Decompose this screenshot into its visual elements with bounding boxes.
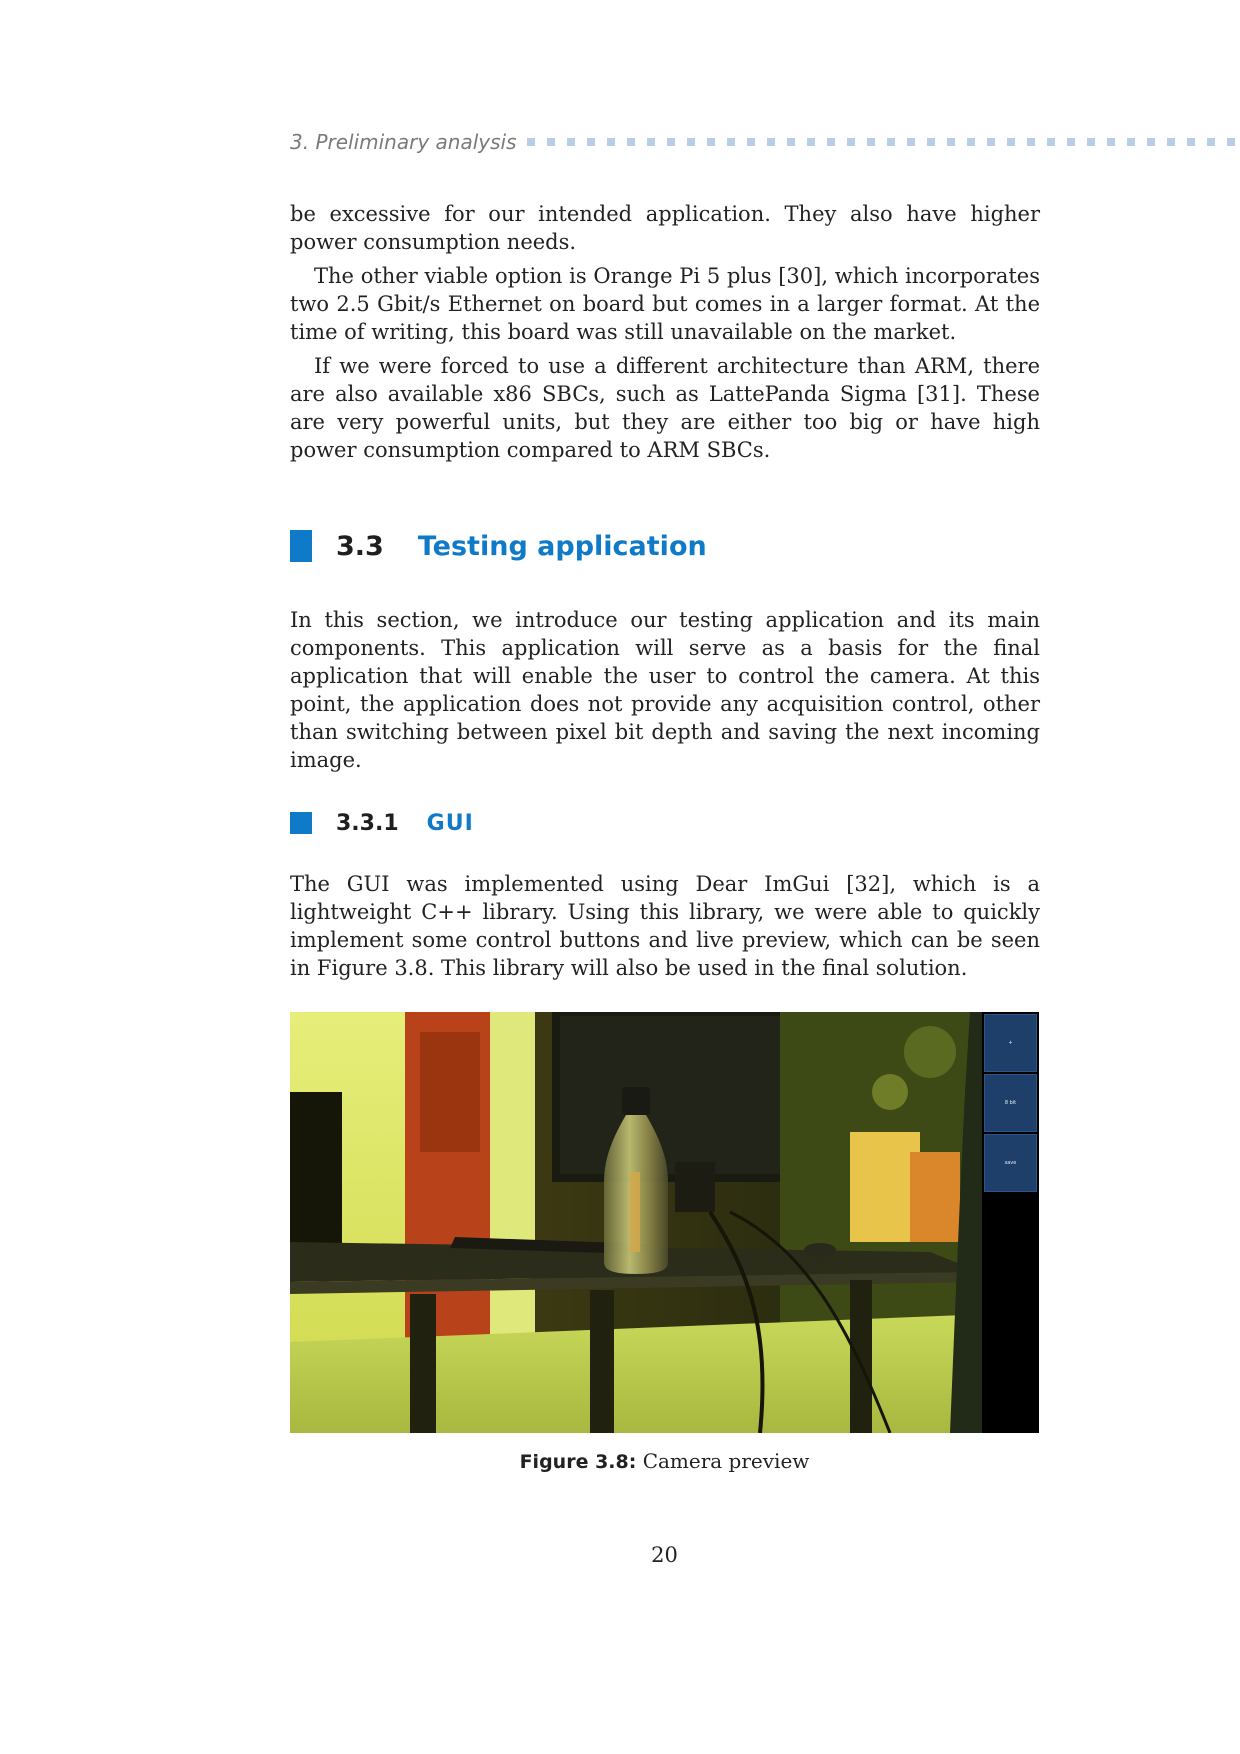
section-number: 3.3 (336, 530, 384, 562)
section-title: Testing application (417, 530, 707, 562)
paragraph-3: If we were forced to use a different architecture than ARM, there are also available x86 SBCs, such as LattePanda Sigma [31]. These are very powerful units, but they are either too big or have high power consumption compared to ARM SBCs. (290, 354, 1040, 462)
paragraph-5: The GUI was implemented using Dear ImGui [32], which is a lightweight C++ library. Using this library, we were able to quickly implement some control buttons and live preview, which can be seen in Figure 3.8. This library will also be used in the final solution. (290, 872, 1040, 980)
section-heading-3-3 (290, 527, 707, 565)
paragraph-1: be excessive for our intended application. They also have higher power consumption needs. (290, 202, 1040, 254)
subsection-title: GUI (426, 810, 474, 836)
subsection-heading-3-3-1 (290, 808, 474, 838)
page-number: 20 (651, 1543, 678, 1567)
running-header-title: 3. Preliminary analysis (290, 130, 517, 154)
gui-button-save[interactable]: save (984, 1134, 1037, 1192)
running-header-dots (527, 138, 1240, 146)
subsection-marker-icon (290, 812, 312, 834)
camera-preview-figure (290, 1012, 1039, 1433)
figure-caption-label: Figure 3.8: (519, 1451, 637, 1473)
figure-caption (290, 1449, 1039, 1473)
gui-control-panel (982, 1012, 1039, 1433)
paragraph-4: In this section, we introduce our testing application and its main components. This application will serve as a basis for the final application that will enable the user to control the camera. At this point, the application does not provide any acquisition control, other than switching between pixel bit depth and saving the next incoming image. (290, 608, 1040, 772)
paragraph-2: The other viable option is Orange Pi 5 plus [30], which incorporates two 2.5 Gbit/s Ethernet on board but comes in a larger format. At the time of writing, this board was still unavailable on the market. (290, 264, 1040, 344)
gui-button-1[interactable]: + (984, 1014, 1037, 1072)
subsection-number: 3.3.1 (336, 810, 399, 836)
figure-caption-text: Camera preview (642, 1449, 810, 1473)
running-header (290, 127, 1240, 157)
gui-button-bit-depth[interactable]: 8 bit (984, 1074, 1037, 1132)
camera-preview-image (290, 1012, 1039, 1433)
section-marker-icon (290, 530, 312, 562)
